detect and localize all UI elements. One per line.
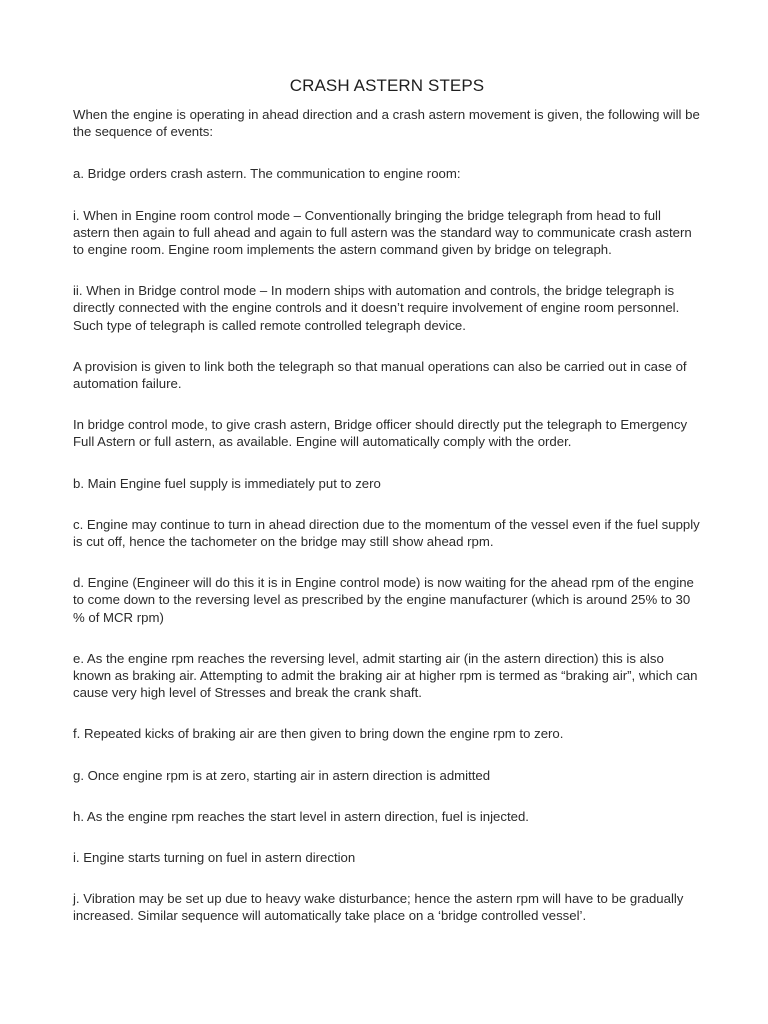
step-a-paragraph: a. Bridge orders crash astern. The communication to engine room: — [73, 166, 461, 182]
step-d-paragraph: d. Engine (Engineer will do this it is in Engine control mode) is now waiting for the ahead rpm of the engine to come down to the reversing level as prescribed by the engine manufacturer (which is around 25% to 30 % of MCR rpm) — [73, 575, 694, 625]
step-h-paragraph: h. As the engine rpm reaches the start level in astern direction, fuel is injected. — [73, 808, 529, 824]
step-f-paragraph: f. Repeated kicks of braking air are then given to bring down the engine rpm to zero. — [73, 726, 564, 742]
step-g-paragraph: g. Once engine rpm is at zero, starting air in astern direction is admitted — [73, 767, 491, 783]
step-c-paragraph: c. Engine may continue to turn in ahead direction due to the momentum of the vessel even if the fuel supply is cut off, hence the tachometer on the bridge may still show ahead rpm. — [73, 516, 700, 550]
step-b-paragraph: b. Main Engine fuel supply is immediately put to zero — [73, 475, 381, 491]
step-a-i-paragraph: i. When in Engine room control mode – Conventionally bringing the bridge telegraph from head to full astern then again to full ahead and again to full astern was the standard way to communicate crash astern to engine room. Engine room implements the astern command given by bridge on telegraph. — [73, 207, 692, 258]
document-page — [73, 76, 701, 949]
step-a-ii-paragraph: ii. When in Bridge control mode – In modern ships with automation and controls, the bridge telegraph is directly connected with the engine controls and it doesn’t require involvement of engine room personnel. Such type of telegraph is called remote controlled telegraph device. — [73, 283, 680, 333]
bridge-control-paragraph: In bridge control mode, to give crash astern, Bridge officer should directly put the telegraph to Emergency Full Astern or full astern, as available. Engine will automatically comply with the order. — [73, 417, 688, 450]
provision-paragraph: A provision is given to link both the telegraph so that manual operations can also be carried out in case of automation failure. — [73, 358, 687, 392]
page-title: CRASH ASTERN STEPS — [289, 76, 485, 95]
step-j-paragraph: j. Vibration may be set up due to heavy wake disturbance; hence the astern rpm will have to be gradually increased. Similar sequence will automatically take place on a ‘bridge controlled vessel’. — [73, 891, 684, 924]
step-e-paragraph: e. As the engine rpm reaches the reversing level, admit starting air (in the astern direction) this is also known as braking air. Attempting to admit the braking air at higher rpm is termed as “braking air”, which can cause very high level of Stresses and break the crank shaft. — [73, 650, 698, 701]
intro-paragraph: When the engine is operating in ahead direction and a crash astern movement is given, the following will be the sequence of events: — [73, 107, 700, 140]
step-i-paragraph: i. Engine starts turning on fuel in astern direction — [73, 850, 356, 866]
